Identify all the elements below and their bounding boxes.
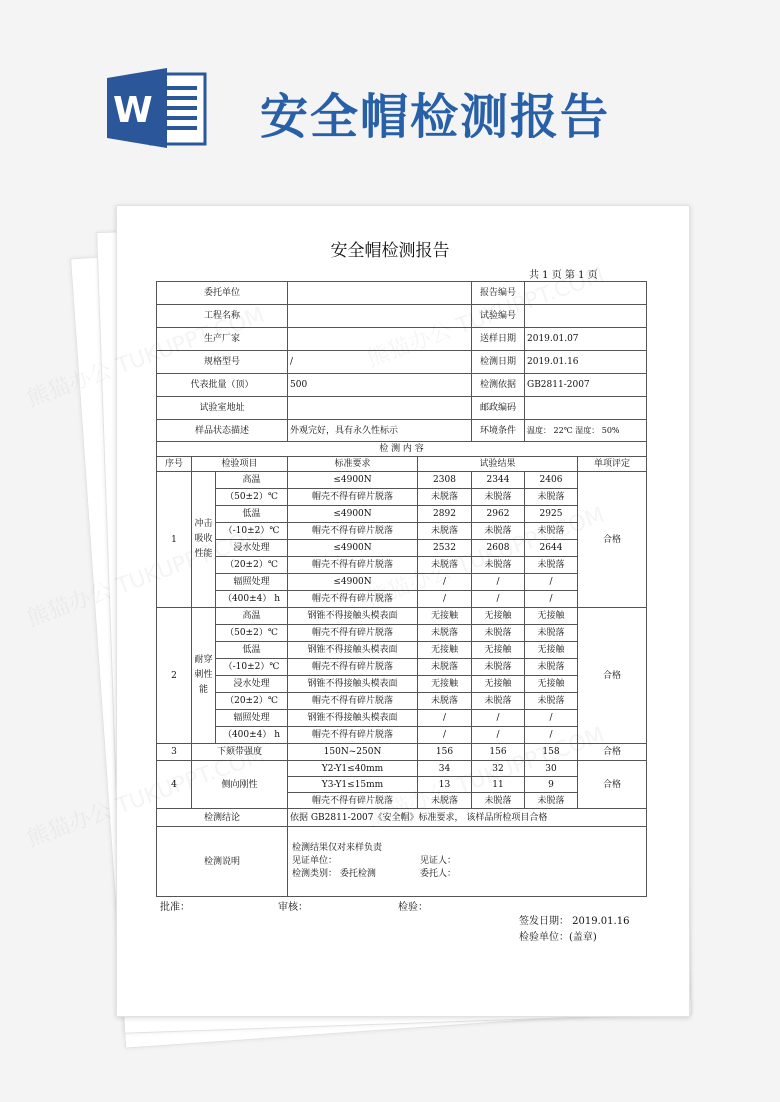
table-row: （20±2）℃ 帽壳不得有碎片脱落 未脱落 未脱落 未脱落 <box>157 557 647 574</box>
table-row: （400±4） h 帽壳不得有碎片脱落 / / / <box>157 727 647 744</box>
inspect-label: 检验： <box>398 902 428 913</box>
table-row: （-10±2）℃ 帽壳不得有碎片脱落 未脱落 未脱落 未脱落 <box>157 523 647 540</box>
table-row: 浸水处理 钢锥不得接触头模表面 无接触 无接触 无接触 <box>157 676 647 693</box>
table-row: 浸水处理 ≤4900N 2532 2608 2644 <box>157 540 647 557</box>
table-row: （-10±2）℃ 帽壳不得有碎片脱落 未脱落 未脱落 未脱落 <box>157 659 647 676</box>
table-row: 2 耐穿刺性能 高温 钢锥不得接触头模表面 无接触 无接触 无接触 合格 <box>157 608 647 625</box>
table-row: 低温 钢锥不得接触头模表面 无接触 无接触 无接触 <box>157 642 647 659</box>
banner-title: 安全帽检测报告 <box>260 89 611 145</box>
banner <box>0 0 780 175</box>
column-header-row: 序号 检验项目 标准要求 试验结果 单项评定 <box>157 457 647 472</box>
svg-text:W: W <box>113 90 153 131</box>
impact-absorption-group <box>157 472 647 608</box>
document-title: 安全帽检测报告 <box>330 241 450 261</box>
table-row: （50±2）℃ 帽壳不得有碎片脱落 未脱落 未脱落 未脱落 <box>157 489 647 506</box>
chinstrap-strength-row: 3 下颏带强度 150N~250N 156 156 158 合格 <box>157 744 647 761</box>
table-row: 1 冲击吸收性能 高温 ≤4900N 2308 2344 2406 合格 <box>157 472 647 489</box>
inspection-unit: 检验单位：(盖章) <box>519 932 597 943</box>
table-row: 辐照处理 ≤4900N / / / <box>157 574 647 591</box>
remarks-row: 检测说明 检测结果仅对来样负责 见证单位： 见证人： 检测类别： 委托检测 委托人： <box>157 827 647 897</box>
table-row: （400±4） h 帽壳不得有碎片脱落 / / / <box>157 591 647 608</box>
section-header-row: 检 测 内 容 <box>157 442 647 457</box>
table-row: 帽壳不得有碎片脱落 未脱落 未脱落 未脱落 <box>157 793 647 809</box>
report-table <box>156 281 647 897</box>
lateral-rigidity-group <box>157 761 647 809</box>
table-row: 生产厂家 送样日期 2019.01.07 <box>157 328 647 351</box>
issue-date: 签发日期： 2019.01.16 <box>519 916 630 927</box>
word-icon <box>107 68 207 148</box>
puncture-resistance-group <box>157 608 647 744</box>
table-row: 委托单位 报告编号 <box>157 282 647 305</box>
table-row: 低温 ≤4900N 2892 2962 2925 <box>157 506 647 523</box>
table-row: 样品状态描述 外观完好，具有永久性标示 环境条件 温度： 22℃ 湿度： 50% <box>157 420 647 442</box>
approve-label: 批准： <box>160 902 190 913</box>
table-row: 辐照处理 钢锥不得接触头模表面 / / / <box>157 710 647 727</box>
conclusion-row: 检测结论 依据 GB2811-2007《安全帽》标准要求， 该样品所检项目合格 <box>157 809 647 827</box>
table-row: 规格型号 / 检测日期 2019.01.16 <box>157 351 647 374</box>
review-label: 审核： <box>278 902 308 913</box>
page-info: 共 1 页 第 1 页 <box>529 270 598 281</box>
table-row: 代表批量（顶） 500 检测依据 GB2811-2007 <box>157 374 647 397</box>
table-row: （50±2）℃ 帽壳不得有碎片脱落 未脱落 未脱落 未脱落 <box>157 625 647 642</box>
table-row: （20±2）℃ 帽壳不得有碎片脱落 未脱落 未脱落 未脱落 <box>157 693 647 710</box>
table-row: 试验室地址 邮政编码 <box>157 397 647 420</box>
table-row: 工程名称 试验编号 <box>157 305 647 328</box>
table-row: 4 侧向刚性 Y2-Y1≤40mm 34 32 30 合格 <box>157 761 647 777</box>
table-row: Y3-Y1≤15mm 13 11 9 <box>157 777 647 793</box>
